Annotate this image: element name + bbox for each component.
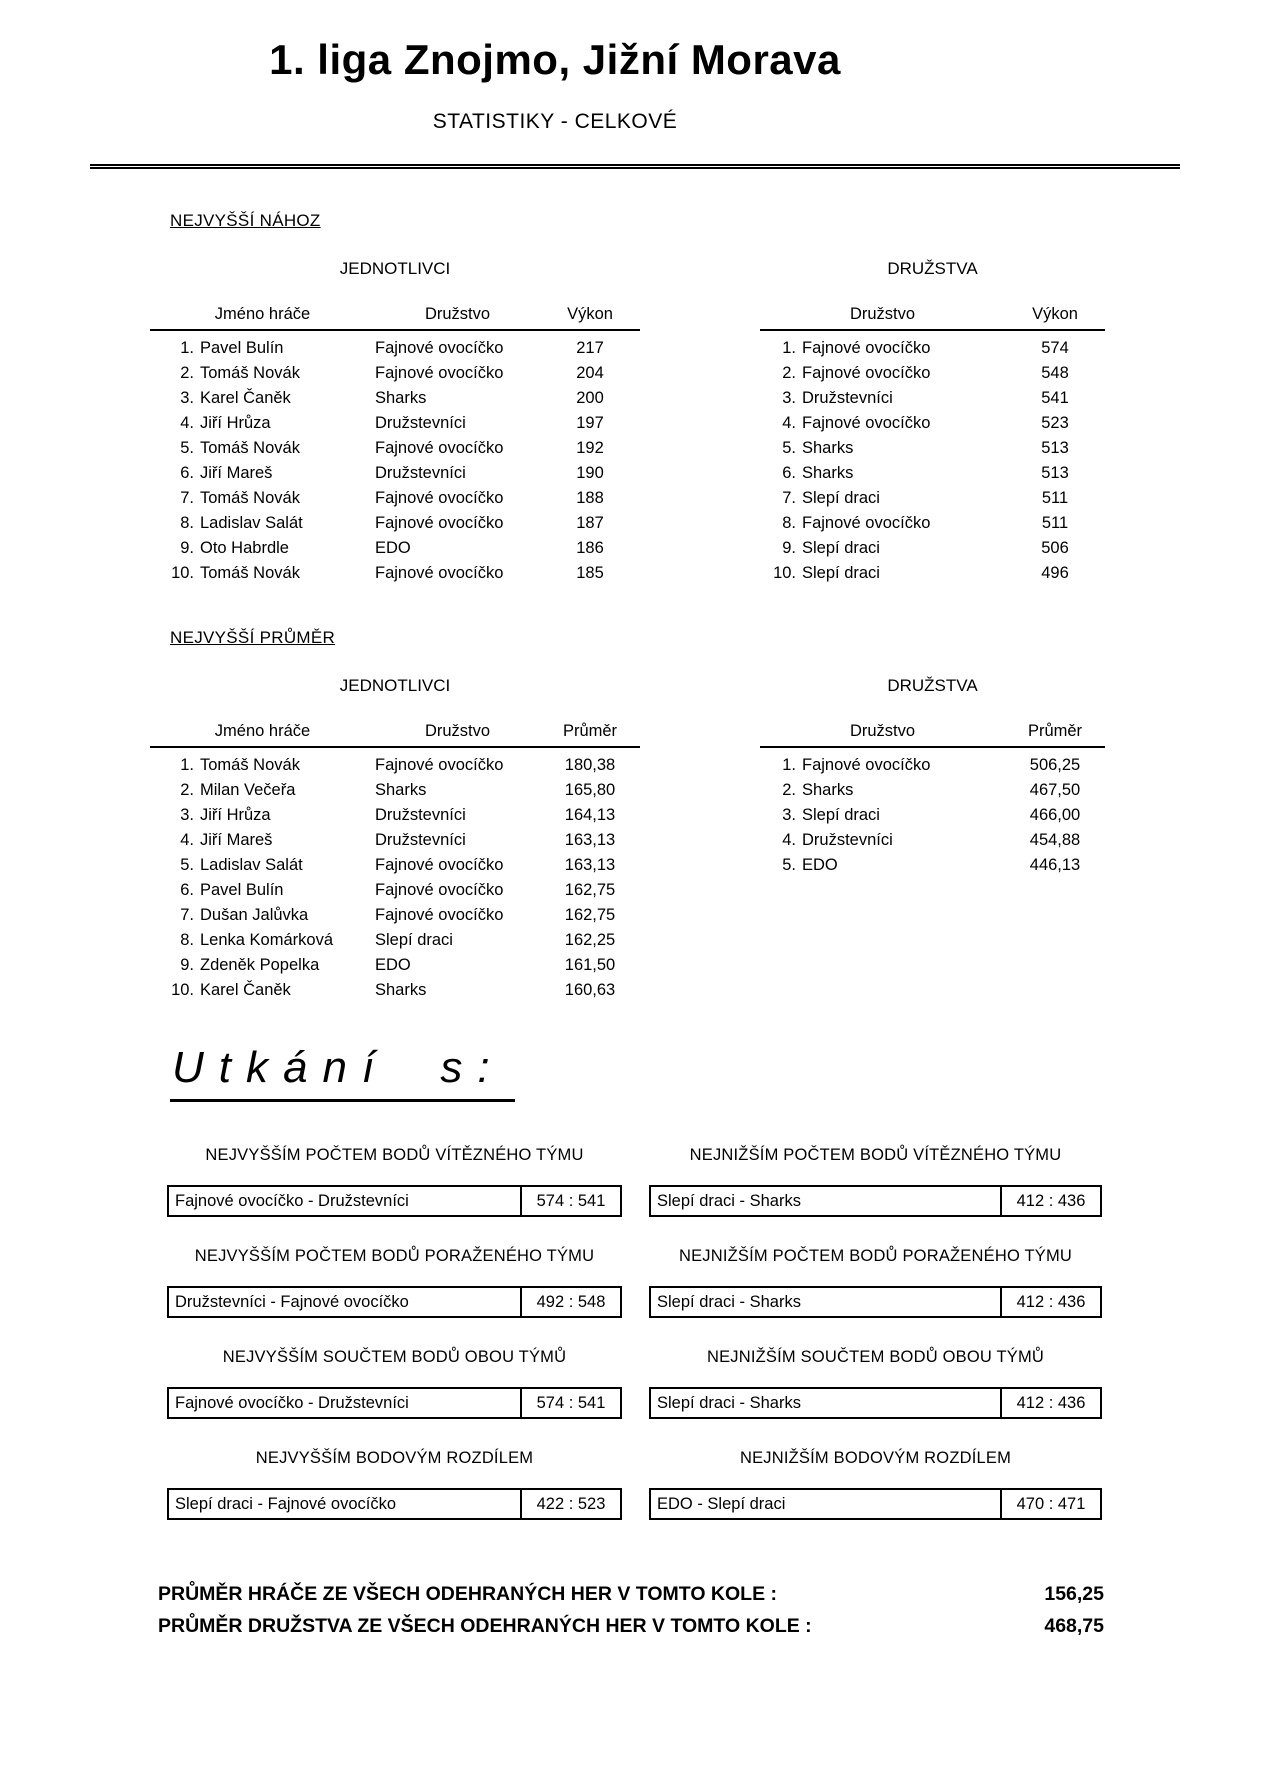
summary-value: 156,25 xyxy=(1044,1583,1104,1606)
team-name: Družstevníci xyxy=(375,464,466,483)
table-row xyxy=(760,461,1105,486)
team-name: Slepí draci xyxy=(802,806,880,825)
column-header-value: Průměr xyxy=(1027,722,1083,741)
table-row xyxy=(150,903,640,928)
team-name: Slepí draci xyxy=(375,931,453,950)
table-row xyxy=(760,336,1105,361)
row-value: 574 xyxy=(1041,339,1069,358)
table-title: JEDNOTLIVCI xyxy=(339,259,451,279)
row-rank: 7. xyxy=(180,489,194,508)
match-category-label: NEJVYŠŠÍM POČTEM BODŮ PORAŽENÉHO TÝMU xyxy=(194,1247,595,1266)
matches-grid xyxy=(167,1146,1264,1520)
table-row xyxy=(150,336,640,361)
team-name: EDO xyxy=(802,856,838,875)
table-row xyxy=(760,536,1105,561)
table-row xyxy=(760,753,1105,778)
individuals-table xyxy=(150,648,640,1003)
team-name: Sharks xyxy=(802,464,854,483)
team-name: Fajnové ovocíčko xyxy=(802,414,931,433)
player-name: Zdeněk Popelka xyxy=(200,956,320,975)
row-rank: 5. xyxy=(180,856,194,875)
match-pairing: Slepí draci - Fajnové ovocíčko xyxy=(175,1494,397,1513)
row-value: 165,80 xyxy=(564,781,616,800)
row-value: 185 xyxy=(576,564,604,583)
team-name: Družstevníci xyxy=(375,806,466,825)
row-value: 164,13 xyxy=(564,806,616,825)
row-rank: 9. xyxy=(180,956,194,975)
column-header-value: Průměr xyxy=(562,722,618,741)
column-header-name: Jméno hráče xyxy=(214,722,311,741)
table-row xyxy=(150,511,640,536)
row-rank: 4. xyxy=(180,831,194,850)
row-rank: 2. xyxy=(180,364,194,383)
column-header-team: Družstvo xyxy=(849,305,916,324)
table-body xyxy=(150,331,640,586)
table-row xyxy=(150,561,640,586)
match-pairing: Slepí draci - Sharks xyxy=(657,1292,801,1311)
row-rank: 8. xyxy=(782,514,796,533)
team-name: Fajnové ovocíčko xyxy=(375,756,504,775)
row-rank: 1. xyxy=(782,339,796,358)
match-category-label: NEJVYŠŠÍM BODOVÝM ROZDÍLEM xyxy=(255,1449,534,1468)
row-value: 506 xyxy=(1041,539,1069,558)
team-name: Fajnové ovocíčko xyxy=(375,564,504,583)
row-value: 217 xyxy=(576,339,604,358)
team-name: Slepí draci xyxy=(802,539,880,558)
match-record xyxy=(167,1348,622,1419)
table-body xyxy=(150,748,640,1003)
table-header xyxy=(150,722,640,748)
match-pairing: EDO - Slepí draci xyxy=(657,1494,786,1513)
summary-row xyxy=(158,1610,1104,1642)
row-rank: 1. xyxy=(782,756,796,775)
match-score: 412 : 436 xyxy=(1000,1389,1100,1417)
team-name: Družstevníci xyxy=(802,389,893,408)
match-record xyxy=(167,1146,622,1217)
page-subtitle: STATISTIKY - CELKOVÉ xyxy=(432,110,678,134)
match-pairing: Fajnové ovocíčko - Družstevníci xyxy=(175,1191,409,1210)
table-row xyxy=(760,486,1105,511)
row-value: 192 xyxy=(576,439,604,458)
match-category-label: NEJNIŽŠÍM POČTEM BODŮ VÍTĚZNÉHO TÝMU xyxy=(689,1146,1062,1165)
table-row xyxy=(760,386,1105,411)
row-rank: 3. xyxy=(180,389,194,408)
table-row xyxy=(150,928,640,953)
team-name: Fajnové ovocíčko xyxy=(375,439,504,458)
player-name: Ladislav Salát xyxy=(200,856,303,875)
table-row xyxy=(760,828,1105,853)
row-rank: 8. xyxy=(180,514,194,533)
player-name: Dušan Jalůvka xyxy=(200,906,309,925)
table-header xyxy=(760,722,1105,748)
match-pairing: Fajnové ovocíčko - Družstevníci xyxy=(175,1393,409,1412)
match-score: 492 : 548 xyxy=(520,1288,620,1316)
section-highest-throw xyxy=(0,211,1264,586)
table-row xyxy=(150,853,640,878)
table-row xyxy=(150,486,640,511)
page-title: 1. liga Znojmo, Jižní Morava xyxy=(269,36,841,83)
row-rank: 3. xyxy=(180,806,194,825)
match-score: 574 : 541 xyxy=(520,1389,620,1417)
player-name: Jiří Hrůza xyxy=(200,806,271,825)
player-name: Jiří Mareš xyxy=(200,831,273,850)
team-name: Fajnové ovocíčko xyxy=(802,756,931,775)
table-row xyxy=(760,853,1105,878)
player-name: Tomáš Novák xyxy=(200,489,300,508)
table-title: DRUŽSTVA xyxy=(887,676,978,696)
row-rank: 8. xyxy=(180,931,194,950)
row-value: 454,88 xyxy=(1029,831,1081,850)
player-name: Karel Čaněk xyxy=(200,389,291,408)
match-pairing: Slepí draci - Sharks xyxy=(657,1393,801,1412)
summary-row xyxy=(158,1578,1104,1610)
row-rank: 7. xyxy=(782,489,796,508)
player-name: Milan Večeřa xyxy=(200,781,296,800)
team-name: Fajnové ovocíčko xyxy=(375,856,504,875)
match-box xyxy=(649,1286,1102,1318)
row-value: 162,25 xyxy=(564,931,616,950)
table-row xyxy=(150,753,640,778)
row-value: 187 xyxy=(576,514,604,533)
row-value: 180,38 xyxy=(564,756,616,775)
column-header-value: Výkon xyxy=(567,305,613,324)
player-name: Pavel Bulín xyxy=(200,339,284,358)
team-name: Fajnové ovocíčko xyxy=(375,514,504,533)
match-box xyxy=(167,1286,622,1318)
team-name: Družstevníci xyxy=(375,831,466,850)
column-header-team: Družstvo xyxy=(424,305,491,324)
row-value: 163,13 xyxy=(564,831,616,850)
table-body xyxy=(760,331,1105,586)
table-row xyxy=(760,436,1105,461)
row-value: 446,13 xyxy=(1029,856,1081,875)
row-rank: 5. xyxy=(180,439,194,458)
match-record xyxy=(167,1247,622,1318)
table-row xyxy=(150,978,640,1003)
table-row xyxy=(150,461,640,486)
team-name: Slepí draci xyxy=(802,564,880,583)
row-value: 511 xyxy=(1041,489,1069,508)
table-title: DRUŽSTVA xyxy=(887,259,978,279)
column-header-name: Jméno hráče xyxy=(214,305,311,324)
double-rule-divider xyxy=(90,164,1180,169)
summary-label: PRŮMĚR HRÁČE ZE VŠECH ODEHRANÝCH HER V TOMTO KOLE : xyxy=(158,1583,777,1606)
row-value: 513 xyxy=(1041,464,1069,483)
match-record xyxy=(167,1449,622,1520)
team-name: Družstevníci xyxy=(375,414,466,433)
table-header xyxy=(760,305,1105,331)
match-pairing: Družstevníci - Fajnové ovocíčko xyxy=(175,1292,409,1311)
match-category-label: NEJNIŽŠÍM SOUČTEM BODŮ OBOU TÝMŮ xyxy=(706,1348,1045,1367)
table-row xyxy=(760,511,1105,536)
player-name: Lenka Komárková xyxy=(200,931,333,950)
table-body xyxy=(760,748,1105,878)
player-name: Ladislav Salát xyxy=(200,514,303,533)
match-category-label: NEJVYŠŠÍM POČTEM BODŮ VÍTĚZNÉHO TÝMU xyxy=(205,1146,584,1165)
row-value: 548 xyxy=(1041,364,1069,383)
individuals-table xyxy=(150,231,640,586)
table-row xyxy=(150,361,640,386)
column-header-team: Družstvo xyxy=(849,722,916,741)
row-value: 506,25 xyxy=(1029,756,1081,775)
summary-block xyxy=(158,1578,1104,1642)
row-rank: 7. xyxy=(180,906,194,925)
match-score: 412 : 436 xyxy=(1000,1288,1100,1316)
player-name: Tomáš Novák xyxy=(200,364,300,383)
summary-value: 468,75 xyxy=(1044,1615,1104,1638)
row-rank: 10. xyxy=(171,564,194,583)
match-score: 412 : 436 xyxy=(1000,1187,1100,1215)
match-pairing: Slepí draci - Sharks xyxy=(657,1191,801,1210)
row-rank: 5. xyxy=(782,856,796,875)
match-box xyxy=(167,1488,622,1520)
table-header xyxy=(150,305,640,331)
table-row xyxy=(760,361,1105,386)
table-row xyxy=(760,778,1105,803)
row-rank: 4. xyxy=(782,414,796,433)
team-name: Sharks xyxy=(802,439,854,458)
table-row xyxy=(760,803,1105,828)
tables-row xyxy=(150,231,1264,586)
match-box xyxy=(649,1488,1102,1520)
team-name: Sharks xyxy=(375,981,427,1000)
table-row xyxy=(150,828,640,853)
row-value: 200 xyxy=(576,389,604,408)
team-name: Fajnové ovocíčko xyxy=(375,364,504,383)
match-score: 470 : 471 xyxy=(1000,1490,1100,1518)
row-value: 541 xyxy=(1041,389,1069,408)
row-value: 496 xyxy=(1041,564,1069,583)
matches-heading-text: Utkání s: xyxy=(170,1043,515,1102)
player-name: Tomáš Novák xyxy=(200,756,300,775)
team-name: Fajnové ovocíčko xyxy=(375,881,504,900)
row-value: 160,63 xyxy=(564,981,616,1000)
team-name: Sharks xyxy=(802,781,854,800)
player-name: Karel Čaněk xyxy=(200,981,291,1000)
table-row xyxy=(150,953,640,978)
document-header xyxy=(0,36,1110,134)
row-rank: 2. xyxy=(782,781,796,800)
row-value: 204 xyxy=(576,364,604,383)
row-rank: 3. xyxy=(782,806,796,825)
row-rank: 2. xyxy=(180,781,194,800)
row-rank: 6. xyxy=(180,464,194,483)
row-value: 188 xyxy=(576,489,604,508)
match-box xyxy=(649,1387,1102,1419)
row-value: 163,13 xyxy=(564,856,616,875)
tables-row xyxy=(150,648,1264,1003)
team-name: EDO xyxy=(375,539,411,558)
row-value: 513 xyxy=(1041,439,1069,458)
section-heading: NEJVYŠŠÍ NÁHOZ xyxy=(170,211,321,231)
player-name: Jiří Mareš xyxy=(200,464,273,483)
table-row xyxy=(760,411,1105,436)
match-record xyxy=(649,1247,1102,1318)
table-row xyxy=(150,536,640,561)
table-row xyxy=(150,411,640,436)
match-box xyxy=(649,1185,1102,1217)
row-rank: 4. xyxy=(782,831,796,850)
row-rank: 10. xyxy=(773,564,796,583)
match-record xyxy=(649,1348,1102,1419)
row-value: 466,00 xyxy=(1029,806,1081,825)
summary-label: PRŮMĚR DRUŽSTVA ZE VŠECH ODEHRANÝCH HER V TOMTO KOLE : xyxy=(158,1615,812,1638)
row-value: 511 xyxy=(1041,514,1069,533)
row-value: 190 xyxy=(576,464,604,483)
table-title: JEDNOTLIVCI xyxy=(339,676,451,696)
row-value: 197 xyxy=(576,414,604,433)
row-rank: 4. xyxy=(180,414,194,433)
match-record xyxy=(649,1449,1102,1520)
team-name: EDO xyxy=(375,956,411,975)
table-row xyxy=(150,386,640,411)
row-rank: 6. xyxy=(782,464,796,483)
team-name: Fajnové ovocíčko xyxy=(375,906,504,925)
match-category-label: NEJNIŽŠÍM POČTEM BODŮ PORAŽENÉHO TÝMU xyxy=(678,1247,1073,1266)
row-rank: 2. xyxy=(782,364,796,383)
teams-table xyxy=(760,648,1105,878)
row-rank: 9. xyxy=(180,539,194,558)
section-highest-average xyxy=(0,628,1264,1003)
row-rank: 6. xyxy=(180,881,194,900)
match-category-label: NEJVYŠŠÍM SOUČTEM BODŮ OBOU TÝMŮ xyxy=(222,1348,567,1367)
teams-table xyxy=(760,231,1105,586)
team-name: Fajnové ovocíčko xyxy=(375,339,504,358)
row-value: 162,75 xyxy=(564,906,616,925)
player-name: Pavel Bulín xyxy=(200,881,284,900)
player-name: Oto Habrdle xyxy=(200,539,289,558)
row-rank: 1. xyxy=(180,756,194,775)
row-value: 467,50 xyxy=(1029,781,1081,800)
match-record xyxy=(649,1146,1102,1217)
table-row xyxy=(150,878,640,903)
column-header-value: Výkon xyxy=(1032,305,1078,324)
match-box xyxy=(167,1387,622,1419)
table-row xyxy=(150,803,640,828)
row-rank: 10. xyxy=(171,981,194,1000)
team-name: Družstevníci xyxy=(802,831,893,850)
team-name: Fajnové ovocíčko xyxy=(802,339,931,358)
table-row xyxy=(760,561,1105,586)
row-rank: 1. xyxy=(180,339,194,358)
table-row xyxy=(150,778,640,803)
team-name: Slepí draci xyxy=(802,489,880,508)
player-name: Tomáš Novák xyxy=(200,564,300,583)
match-score: 422 : 523 xyxy=(520,1490,620,1518)
section-heading: NEJVYŠŠÍ PRŮMĚR xyxy=(170,628,336,648)
team-name: Fajnové ovocíčko xyxy=(375,489,504,508)
column-header-team: Družstvo xyxy=(424,722,491,741)
team-name: Sharks xyxy=(375,781,427,800)
match-category-label: NEJNIŽŠÍM BODOVÝM ROZDÍLEM xyxy=(739,1449,1012,1468)
row-value: 161,50 xyxy=(564,956,616,975)
row-rank: 9. xyxy=(782,539,796,558)
player-name: Tomáš Novák xyxy=(200,439,300,458)
row-value: 523 xyxy=(1041,414,1069,433)
row-value: 162,75 xyxy=(564,881,616,900)
row-value: 186 xyxy=(576,539,604,558)
player-name: Jiří Hrůza xyxy=(200,414,271,433)
team-name: Sharks xyxy=(375,389,427,408)
table-row xyxy=(150,436,640,461)
row-rank: 3. xyxy=(782,389,796,408)
row-rank: 5. xyxy=(782,439,796,458)
matches-heading xyxy=(170,1043,1264,1102)
match-score: 574 : 541 xyxy=(520,1187,620,1215)
team-name: Fajnové ovocíčko xyxy=(802,514,931,533)
team-name: Fajnové ovocíčko xyxy=(802,364,931,383)
match-box xyxy=(167,1185,622,1217)
